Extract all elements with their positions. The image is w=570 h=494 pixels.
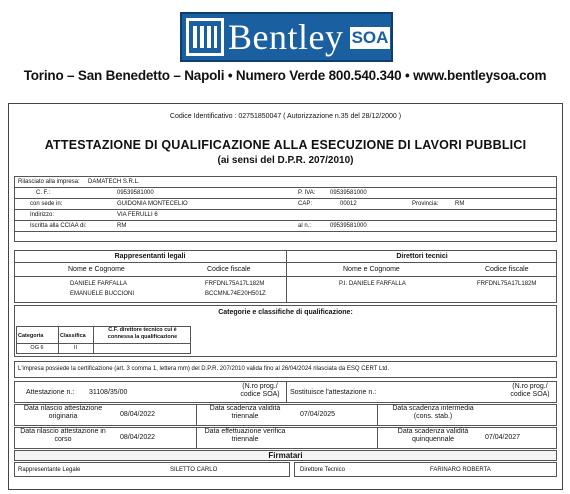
- att-nro-label: (N.ro prog./ codice SOA): [240, 383, 280, 398]
- al-n-label: al n.:: [298, 223, 312, 229]
- cciaa-label: Iscritta alla CCIAA di:: [30, 223, 87, 229]
- categorie-col-cf: C.F. direttore tecnico cui è connessa la qualificazione: [107, 327, 178, 340]
- table-row: DANIELE FARFALLA: [70, 281, 128, 287]
- table-row: P.I. DANIELE FARFALLA: [339, 281, 406, 287]
- scad-trien-value: 07/04/2025: [300, 411, 336, 418]
- codice-identificativo: Codice Identificativo : 02751850047 ( Autorizzazione n.35 del 28/12/2000 ): [169, 113, 402, 120]
- certificazione-text: L'impresa possiede la certificazione (art. 3 comma 1, lettera mm) del D.P.R. 207/2010 valida fino al 26/04/2024 rilasciata da ESQ CERT Ltd.: [18, 366, 390, 372]
- indirizzo-label: Indirizzo:: [30, 212, 55, 218]
- scad-trien-label: Data scadenza validità triennale: [209, 405, 281, 420]
- rapp-label: Rappresentante Legale: [18, 467, 81, 473]
- bentley-soa-logo: [180, 12, 393, 62]
- rapp-value: SILETTO CARLO: [170, 467, 218, 473]
- table-row: BCCMNL74E20H501Z: [205, 291, 266, 297]
- scad-quinq-label: Data scadenza validità quinquennale: [397, 428, 469, 443]
- att-value: 31108/35/00: [89, 389, 128, 396]
- categorie-col-cat: Categoria: [18, 333, 44, 339]
- sost-label: Sostituisce l'attestazione n.:: [290, 389, 377, 396]
- indirizzo-value: VIA FERULLI 6: [117, 212, 158, 218]
- cap-label: CAP:: [298, 201, 313, 207]
- legali-heading: Rappresentanti legali: [114, 253, 186, 260]
- cciaa-value: RM: [117, 223, 127, 229]
- rilasciato-label: Rilasciato alla impresa:: [18, 179, 80, 185]
- att-label: Attestazione n.:: [26, 389, 75, 396]
- cf-value: 09539581000: [117, 190, 154, 196]
- provincia-label: Provincia:: [412, 201, 439, 207]
- verif-label: Data effettuazione verifica triennale: [204, 428, 286, 443]
- scad-quinq-value: 07/04/2027: [485, 434, 521, 441]
- piva-value: 09539581000: [330, 190, 367, 196]
- tecnici-col-nome: Nome e Cognome: [343, 266, 400, 273]
- building-columns-emblem-icon: [186, 18, 224, 56]
- document-title: ATTESTAZIONE DI QUALIFICAZIONE ALLA ESECUZIONE DI LAVORI PUBBLICI: [44, 138, 527, 152]
- categorie-heading: Categorie e classifiche di qualificazione:: [218, 309, 353, 316]
- firmatari-heading: Firmatari: [268, 451, 303, 460]
- table-row: II: [73, 345, 78, 351]
- data-ril-orig-value: 08/04/2022: [120, 411, 156, 418]
- table-row: EMANUELE BUCCIONI: [70, 291, 135, 297]
- table-row: FRFDNL75A17L182M: [205, 281, 265, 287]
- legali-col-nome: Nome e Cognome: [68, 266, 125, 273]
- piva-label: P. IVA:: [298, 190, 316, 196]
- document-subtitle: (ai sensi del D.P.R. 207/2010): [217, 155, 354, 166]
- rilasciato-value: DAMATECH S.R.L.: [88, 179, 140, 185]
- data-ril-corso-value: 08/04/2022: [120, 434, 156, 441]
- categorie-col-cls: Classifica: [60, 333, 86, 339]
- cf-label: C. F.:: [36, 190, 51, 196]
- sede-label: con sede in:: [30, 201, 63, 207]
- data-ril-orig-label: Data rilascio attestazione originaria: [23, 405, 103, 420]
- table-row: OG 6: [30, 345, 44, 351]
- tecnici-heading: Direttori tecnici: [396, 253, 448, 260]
- cap-value: 00012: [340, 201, 357, 207]
- scad-interm-label: Data scadenza intermedia (cons. stab.): [392, 405, 474, 420]
- dir-value: FARINARO ROBERTA: [430, 467, 491, 473]
- legali-col-cf: Codice fiscale: [207, 266, 251, 273]
- table-row: FRFDNL75A17L182M: [477, 281, 537, 287]
- dir-label: Direttore Tecnico: [300, 467, 345, 473]
- al-n-value: 09539581000: [330, 223, 367, 229]
- sede-value: GUIDONIA MONTECELIO: [117, 201, 188, 207]
- tecnici-col-cf: Codice fiscale: [485, 266, 529, 273]
- header-tagline: Torino – San Benedetto – Napoli • Numero Verde 800.540.340 • www.bentleysoa.com: [23, 68, 547, 83]
- logo-soa-badge: SOA: [351, 28, 389, 47]
- data-ril-corso-label: Data rilascio attestazione in corso: [20, 428, 106, 443]
- sost-nro-label: (N.ro prog./ codice SOA): [510, 383, 550, 398]
- provincia-value: RM: [455, 201, 465, 207]
- logo-wordmark: Bentley: [228, 17, 344, 57]
